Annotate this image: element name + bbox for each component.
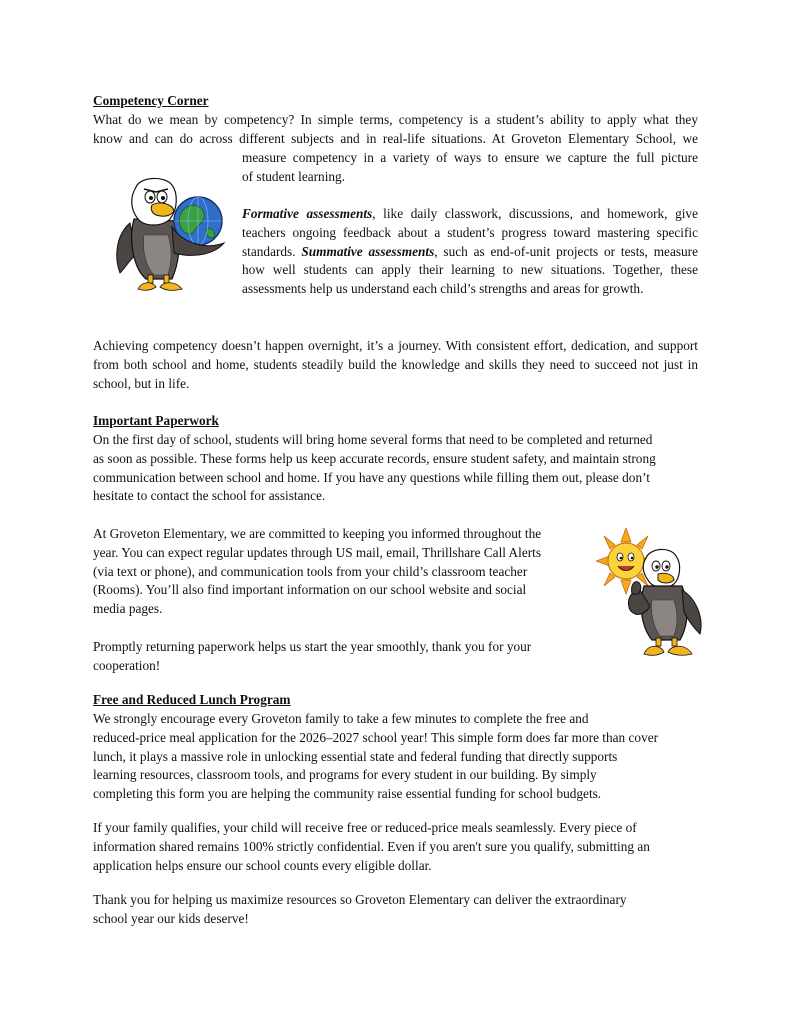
paperwork-line: hesitate to contact the school for assistance. [93,488,326,504]
competency-intro-line: What do we mean by competency? In simple terms, competency is a student’s ability to apply what they [93,112,698,127]
lunch-line: lunch, it plays a massive role in unlocking essential state and federal funding that directly supports [93,748,618,764]
paperwork-line: year. You can expect regular updates through US mail, email, Thrillshare Call Alerts [93,544,542,560]
summative-text: , such as end-of-unit projects or tests, measure how well students can apply their learning to new situations. Together, these assessments help us understand each child’s strengths and areas for growth. [242,243,698,297]
lunch-paragraph-2 [93,819,698,875]
lunch-line: information shared remains 100% strictly confidential. Even if you aren't sure you qualify, submitting an [93,838,650,854]
competency-intro [93,111,698,149]
paperwork-line: Promptly returning paperwork helps us start the year smoothly, thank you for your [93,639,532,654]
competency-heading: Competency Corner [93,93,209,108]
paperwork-paragraph-3 [93,638,583,676]
lunch-line: application helps ensure our school counts every eligible dollar. [93,857,432,873]
paperwork-paragraph-2 [93,525,583,619]
eagle-sun-illustration [596,528,706,660]
competency-intro-cont [242,149,698,187]
competency-intro-line: measure competency in a variety of ways to ensure we capture the full picture [242,150,698,165]
lunch-line: completing this form you are helping the community raise essential funding for school budgets. [93,786,602,802]
paperwork-heading: Important Paperwork [93,413,219,428]
paperwork-line: (via text or phone), and communication tools from your child’s classroom teacher [93,563,528,579]
lunch-paragraph-3 [93,891,698,929]
paperwork-line: On the first day of school, students will bring home several forms that need to be completed and returned [93,432,653,447]
paperwork-line: communication between school and home. If you have any questions while filling them out, please don’t [93,469,650,485]
formative-term: Formative assessments [242,206,373,221]
competency-intro-line: of student learning. [242,168,346,184]
lunch-line: If your family qualifies, your child will receive free or reduced-price meals seamlessly. Every piece of [93,820,637,835]
paperwork-line: cooperation! [93,657,161,673]
formative-text: , like daily classwork, discussions, and homework, give teachers ongoing feedback about a student’s progress toward mastering specific standards. [242,206,698,259]
assessment-paragraph [242,205,698,299]
lunch-line: Thank you for helping us maximize resources so Groveton Elementary can deliver the extraordinary [93,892,627,907]
eagle-globe-illustration [112,175,226,295]
paperwork-paragraph-1 [93,431,698,506]
lunch-line: school year our kids deserve! [93,910,249,926]
lunch-line: learning resources, classroom tools, and programs for every student in our building. By simply [93,767,597,783]
paperwork-line: (Rooms). You’ll also find important information on our school website and social [93,582,527,598]
lunch-line: We strongly encourage every Groveton family to take a few minutes to complete the free and [93,711,589,726]
paperwork-line: media pages. [93,601,163,617]
lunch-line: reduced-price meal application for the 2026–2027 school year! This simple form does far more than cover [93,729,659,745]
competency-intro-line: know and can do across different subjects and in real-life situations. At Groveton Elementary School, we [93,130,698,146]
summative-term: Summative assessments [301,243,435,259]
paperwork-line: as soon as possible. These forms help us keep accurate records, ensure student safety, and maintain strong [93,450,656,466]
lunch-paragraph-1 [93,710,698,804]
lunch-heading: Free and Reduced Lunch Program [93,692,291,707]
competency-journey: Achieving competency doesn’t happen overnight, it’s a journey. With consistent effort, dedication, and support from both school and home, students steadily build the knowledge and skills they need to succeed not just in school, but in life. [93,338,698,391]
paperwork-line: At Groveton Elementary, we are committed to keeping you informed throughout the [93,526,542,541]
